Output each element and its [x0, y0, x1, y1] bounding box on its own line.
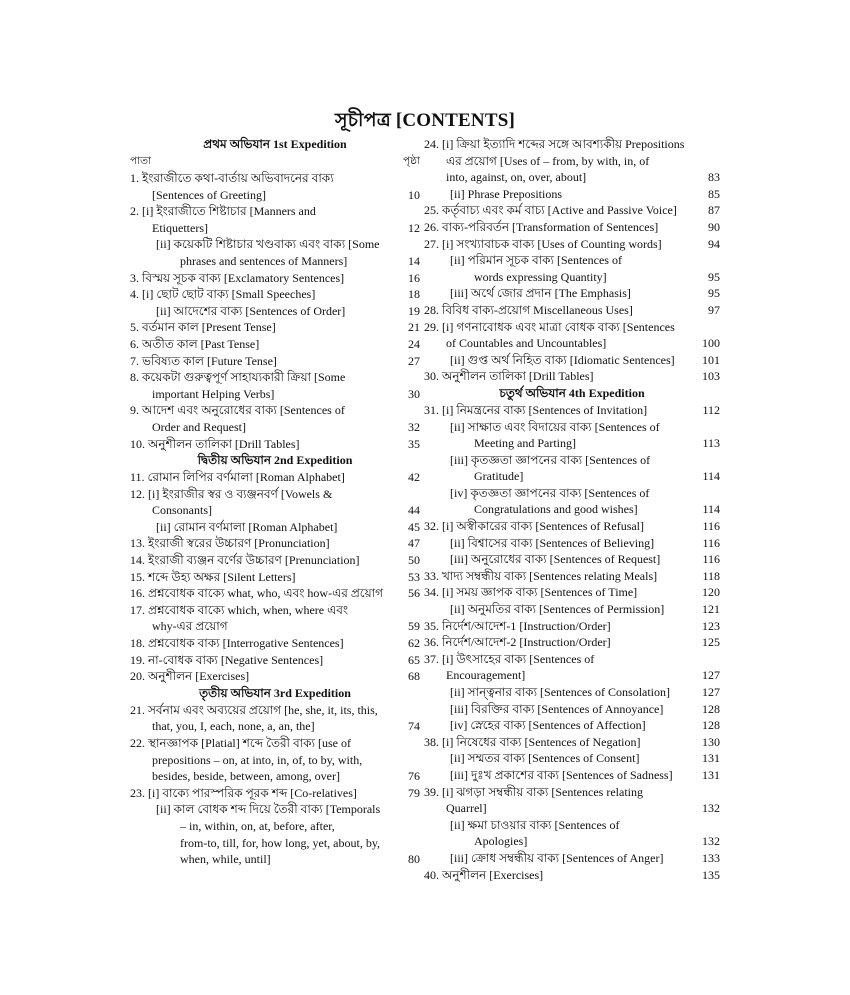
entry-text: 20. অনুশীলন [Exercises]	[130, 669, 250, 684]
page-number: 24	[408, 336, 420, 351]
toc-entry	[130, 569, 420, 586]
toc-entry	[424, 767, 720, 784]
entry-text: 9. আদেশ এবং অনুরোধের বাক্য [Sentences of	[130, 403, 345, 418]
entry-text: [ii] গুপ্ত অর্থ নিহিত বাক্য [Idiomatic Sentences]	[450, 352, 675, 367]
page-number: 50	[408, 553, 420, 568]
entry-text: [iii] অনুরোধের বাক্য [Sentences of Request]	[450, 552, 661, 567]
toc-entry	[130, 203, 420, 236]
toc-entry	[130, 668, 420, 685]
entry-text: when, while, until]	[180, 852, 271, 867]
entry-text: 14. ইংরাজী ব্যঞ্জন বর্ণের উচ্চারণ [Prenunciation]	[130, 553, 360, 568]
page-number: 44	[408, 503, 420, 518]
toc-entry	[424, 402, 720, 419]
toc-entry	[424, 684, 720, 701]
entry-text: [ii] কয়েকটি শিষ্টাচার খণ্ডবাক্য এবং বাক্য [Some	[156, 237, 380, 252]
page-number: 35	[408, 436, 420, 451]
page-number: 62	[408, 636, 420, 651]
page-number: 128	[702, 718, 720, 733]
entry-text: 23. [i] বাক্যে পারস্পরিক পূরক শব্দ [Co-relatives]	[130, 785, 357, 800]
page-number: 127	[702, 668, 720, 683]
page-number: 112	[702, 402, 720, 417]
entry-text: [ii] কাল বোধক শব্দ দিয়ে তৈরী বাক্য [Temporals	[156, 802, 381, 817]
entry-text: 38. [i] নিষেধের বাক্য [Sentences of Negation]	[424, 734, 641, 749]
entry-text: 1. ইংরাজীতে কথা-বার্তায় অভিবাদনের বাক্য	[130, 171, 334, 185]
page-number: 125	[702, 635, 720, 650]
entry-text: 19. না-বোধক বাক্য [Negative Sentences]	[130, 652, 324, 667]
entry-text: into, against, on, over, about]	[446, 170, 587, 185]
page-number: 128	[702, 701, 720, 716]
toc-entry	[424, 368, 720, 385]
entry-text: Etiquetters]	[152, 220, 208, 235]
toc-entry	[130, 353, 420, 370]
entry-text: Encouragement]	[446, 668, 526, 683]
page-number: 80	[408, 852, 420, 867]
toc-entry	[130, 785, 420, 802]
entry-text: 22. স্থানজ্ঞাপক [Platial] শব্দে তৈরী বাক্য [use of	[130, 736, 352, 750]
entry-text: 17. প্রশ্নবোধক বাক্যে which, when, where এবং	[130, 602, 349, 617]
toc-entry	[130, 303, 420, 320]
entry-text: that, you, I, each, none, a, an, the]	[152, 719, 315, 734]
entry-text: [iii] কৃতজ্ঞতা জ্ঞাপনের বাক্য [Sentences of	[450, 452, 651, 467]
toc-entry	[424, 651, 720, 684]
entry-text: 32. [i] অস্বীকারের বাক্য [Sentences of Refusal]	[424, 519, 645, 534]
toc-entry	[424, 634, 720, 651]
entry-text: 39. [i] ঝগড়া সম্বন্ধীয় বাক্য [Sentences relating	[424, 784, 643, 799]
toc-entry	[130, 336, 420, 353]
page-number: 32	[408, 419, 420, 434]
entry-text: 28. বিবিধ বাক্য-প্রয়োগ Miscellaneous Uses]	[424, 302, 633, 317]
page-number: 56	[408, 586, 420, 601]
toc-entry	[424, 219, 720, 236]
toc-entry	[424, 236, 720, 253]
entry-text: Order and Request]	[152, 419, 246, 434]
toc-entry	[424, 701, 720, 718]
section-heading: দ্বিতীয় অভিযান 2nd Expedition	[197, 453, 353, 468]
page-number: 10	[408, 187, 420, 202]
entry-text: [ii] অনুমতির বাক্য [Sentences of Permission]	[450, 602, 665, 617]
entry-text: 13. ইংরাজী স্বরের উচ্চারণ [Pronunciation]	[130, 536, 330, 551]
entry-text: 7. ভবিষ্যত কাল [Future Tense]	[130, 353, 277, 368]
page-number: 87	[708, 203, 720, 218]
toc-entry	[424, 535, 720, 552]
entry-text: 35. নির্দেশ/আদেশ-1 [Instruction/Order]	[424, 618, 611, 633]
toc-entry	[424, 186, 720, 203]
column-header	[130, 153, 420, 170]
entry-text: [ii] ক্ষমা চাওয়ার বাক্য [Sentences of	[450, 817, 620, 832]
page-number: 76	[408, 769, 420, 784]
page-number: 97	[708, 302, 720, 317]
entry-text: of Countables and Uncountables]	[446, 336, 607, 351]
toc-entry	[424, 285, 720, 302]
page-number: 123	[702, 618, 720, 633]
toc-entry	[130, 535, 420, 552]
toc-entry	[424, 136, 720, 186]
toc-entry	[424, 734, 720, 751]
page-number: 116	[702, 535, 720, 550]
entry-text: important Helping Verbs]	[152, 386, 275, 401]
entry-text: 4. [i] ছোট ছোট বাক্য [Small Speeches]	[130, 287, 316, 302]
toc-entry	[130, 236, 420, 269]
entry-text: [iii] বিরক্তির বাক্য [Sentences of Annoyance]	[450, 701, 664, 716]
entry-text: 37. [i] উৎসাহের বাক্য [Sentences of	[424, 651, 595, 666]
page-number: 114	[702, 469, 720, 484]
toc-entry	[424, 850, 720, 867]
entry-text: 10. অনুশীলন তালিকা [Drill Tables]	[130, 436, 300, 451]
entry-text: [iv] স্নেহের বাক্য [Sentences of Affection]	[450, 718, 646, 733]
entry-text: – in, within, on, at, before, after,	[180, 818, 335, 833]
toc-entry	[424, 784, 720, 817]
entries-list	[130, 702, 420, 868]
toc-entry	[424, 302, 720, 319]
page-number: 114	[702, 502, 720, 517]
page-number: 113	[702, 436, 720, 451]
toc-entry	[424, 252, 720, 285]
page-number: 30	[408, 386, 420, 401]
entry-text: [ii] সম্মতর বাক্য [Sentences of Consent]	[450, 751, 640, 766]
toc-entry	[130, 519, 420, 536]
toc-entry	[424, 518, 720, 535]
page-number: 135	[702, 867, 720, 882]
page-number: 16	[408, 270, 420, 285]
entry-text: 12. [i] ইংরাজীর স্বর ও ব্যঞ্জনবর্ণ [Vowels &	[130, 486, 333, 501]
entry-text: 11. রোমান লিপির বর্ণমালা [Roman Alphabet]	[130, 470, 345, 485]
page-number: 103	[702, 369, 720, 384]
toc-entry	[130, 602, 420, 635]
entry-text: 33. খাদ্য সম্বন্ধীয় বাক্য [Sentences relating Meals]	[424, 568, 658, 583]
section-heading: চতুর্থ অভিযান 4th Expedition	[499, 385, 645, 400]
toc-entry	[424, 568, 720, 585]
left-column	[130, 136, 420, 868]
page-label-right: পৃষ্ঠা	[402, 156, 420, 167]
page-number: 47	[408, 536, 420, 551]
entry-text: 34. [i] সময় জ্ঞাপক বাক্য [Sentences of Time]	[424, 585, 638, 600]
entries-list	[424, 402, 720, 883]
page-number: 18	[408, 287, 420, 302]
entry-text: [ii] আদেশের বাক্য [Sentences of Order]	[156, 303, 346, 318]
entry-text: 31. [i] নিমন্ত্রনের বাক্য [Sentences of Invitation]	[424, 402, 648, 417]
section-heading: তৃতীয় অভিযান 3rd Expedition	[199, 685, 351, 700]
page-number: 42	[408, 470, 420, 485]
entry-text: Meeting and Parting]	[474, 436, 576, 451]
entries-list	[130, 170, 420, 452]
page-number: 95	[708, 269, 720, 284]
entry-text: [ii] রোমান বর্ণমালা [Roman Alphabet]	[156, 519, 338, 534]
toc-entry	[424, 584, 720, 601]
entry-text: 6. অতীত কাল [Past Tense]	[130, 336, 260, 351]
page-number: 120	[702, 585, 720, 600]
page-number: 45	[408, 519, 420, 534]
page-number: 130	[702, 734, 720, 749]
page-number: 12	[408, 220, 420, 235]
toc-entry	[130, 369, 420, 402]
page-number: 127	[702, 685, 720, 699]
entry-text: [iii] দুঃখ প্রকাশের বাক্য [Sentences of Sadness]	[450, 767, 673, 782]
entry-text: 36. নির্দেশ/আদেশ-2 [Instruction/Order]	[424, 635, 611, 650]
page-number: 85	[708, 186, 720, 201]
page-number: 19	[408, 303, 420, 318]
toc-entry	[424, 618, 720, 635]
entry-text: 29. [i] গণনাবোধক এবং মাত্রা বোধক বাক্য [Sentences	[424, 319, 675, 334]
entry-text: [iii] অর্থে জোর প্রদান [The Emphasis]	[450, 286, 631, 301]
toc-entry	[424, 485, 720, 518]
toc-entry	[424, 352, 720, 369]
entry-text: 8. কয়েকটা গুরুত্বপূর্ণ সাহায্যকারী ক্রিয়া [Some	[130, 370, 346, 385]
entry-text: Apologies]	[474, 834, 528, 849]
right-column	[424, 136, 720, 883]
page-number: 90	[708, 219, 720, 234]
page-number: 83	[708, 170, 720, 185]
entry-text: Gratitude]	[474, 469, 524, 484]
entry-text: 24. [i] ক্রিয়া ইত্যাদি শব্দের সঙ্গে আবশ্যকীয় Prepositions	[424, 137, 685, 151]
entry-text: 16. প্রশ্নবোধক বাক্যে what, who, এবং how-এর প্রয়োগ	[130, 586, 384, 601]
toc-entry	[424, 750, 720, 767]
toc-entry	[424, 717, 720, 734]
page-number: 118	[702, 568, 720, 583]
page-title: সূচীপত্র [CONTENTS]	[334, 110, 516, 131]
entry-text: [ii] সান্ত্বনার বাক্য [Sentences of Consolation]	[450, 685, 671, 699]
page-number: 116	[702, 552, 720, 567]
entry-text: 30. অনুশীলন তালিকা [Drill Tables]	[424, 369, 594, 384]
page-number: 68	[408, 669, 420, 684]
entries-list	[424, 136, 720, 385]
entry-text: [ii] পরিমান সূচক বাক্য [Sentences of	[450, 253, 622, 268]
entry-text: from-to, till, for, how long, yet, about, by,	[180, 835, 381, 850]
page-number: 79	[408, 785, 420, 800]
toc-entry	[424, 601, 720, 618]
page-number: 59	[408, 619, 420, 634]
page-number: 21	[408, 320, 420, 335]
page-number: 94	[708, 236, 720, 251]
toc-entry	[424, 419, 720, 452]
page-number: 133	[702, 850, 720, 865]
entry-text: 3. বিস্ময় সূচক বাক্য [Exclamatory Sentences]	[130, 270, 345, 285]
entry-text: 40. অনুশীলন [Exercises]	[424, 867, 544, 882]
toc-entry	[130, 635, 420, 652]
page-number: 95	[708, 286, 720, 301]
entries-list	[130, 469, 420, 685]
toc-entry	[130, 486, 420, 519]
toc-entry	[130, 319, 420, 336]
page-number: 121	[702, 602, 720, 617]
page-number: 27	[408, 353, 420, 368]
page-number: 74	[408, 719, 420, 734]
toc-entry	[424, 452, 720, 485]
toc-entry	[130, 552, 420, 569]
entry-text: 21. সর্বনাম এবং অব্যয়ের প্রয়োগ [he, she, it, its, this,	[130, 702, 378, 717]
entry-text: Congratulations and good wishes]	[474, 502, 638, 517]
entry-text: words expressing Quantity]	[474, 269, 607, 284]
entry-text: [iv] কৃতজ্ঞতা জ্ঞাপনের বাক্য [Sentences of	[450, 485, 650, 500]
page-number: 131	[702, 767, 720, 782]
toc-entry	[424, 202, 720, 219]
toc-entry	[130, 702, 420, 735]
page-number: 132	[702, 834, 720, 849]
page-number: 100	[702, 336, 720, 351]
entry-text: 27. [i] সংখ্যাবাচক বাক্য [Uses of Counting words]	[424, 236, 662, 251]
toc-entry	[424, 867, 720, 884]
page-number: 53	[408, 569, 420, 584]
page-number: 101	[702, 352, 720, 367]
toc-entry	[130, 585, 420, 602]
entry-text: besides, beside, between, among, over]	[152, 769, 340, 784]
toc-entry	[130, 402, 420, 435]
entry-text: 15. শব্দে উহ্য অক্ষর [Silent Letters]	[130, 569, 296, 584]
entry-text: Consonants]	[152, 503, 212, 518]
page-number: 65	[408, 652, 420, 667]
page-number: 132	[702, 801, 720, 816]
entry-text: 26. বাক্য-পরিবর্তন [Transformation of Sentences]	[424, 219, 659, 234]
entry-text: Quarrel]	[446, 801, 487, 816]
section-heading: প্রথম অভিযান 1st Expedition	[203, 137, 347, 151]
entry-text: prepositions – on, at into, in, of, to by, with,	[152, 752, 363, 767]
page-number: 116	[702, 519, 720, 534]
entry-text: [iii] ক্রোধ সম্বন্ধীয় বাক্য [Sentences of Anger]	[450, 850, 664, 865]
entry-text: [ii] সাক্ষাত এবং বিদায়ের বাক্য [Sentences of	[450, 419, 660, 434]
page-number: 131	[702, 751, 720, 766]
page-number: 14	[408, 253, 420, 268]
entry-text: why-এর প্রয়োগ	[152, 619, 228, 634]
entry-text: phrases and sentences of Manners]	[180, 253, 348, 268]
toc-entry	[130, 801, 420, 867]
entry-text: 2. [i] ইংরাজীতে শিষ্টাচার [Manners and	[130, 204, 316, 219]
toc-entry	[130, 735, 420, 785]
toc-entry	[424, 551, 720, 568]
entry-text: [ii] বিশ্বাসের বাক্য [Sentences of Believing]	[450, 535, 655, 550]
toc-entry	[424, 817, 720, 850]
entry-text: এর প্রয়োগ [Uses of – from, by with, in, of	[446, 153, 650, 168]
entry-text: 18. প্রশ্নবোধক বাক্য [Interrogative Sentences]	[130, 636, 344, 651]
entry-text: 5. বর্তমান কাল [Present Tense]	[130, 320, 276, 335]
page-label-left: পাতা	[130, 156, 152, 167]
entry-text: [Sentences of Greeting]	[152, 187, 266, 202]
entry-text: [ii] Phrase Prepositions	[450, 186, 562, 201]
toc-entry	[130, 270, 420, 287]
toc-entry	[130, 170, 420, 203]
toc-entry	[130, 469, 420, 486]
toc-entry	[130, 436, 420, 453]
toc-entry	[130, 286, 420, 303]
toc-entry	[424, 319, 720, 352]
entry-text: 25. কর্তৃবাচ্য এবং কর্ম বাচ্য [Active and Passive Voice]	[424, 203, 677, 218]
toc-entry	[130, 652, 420, 669]
